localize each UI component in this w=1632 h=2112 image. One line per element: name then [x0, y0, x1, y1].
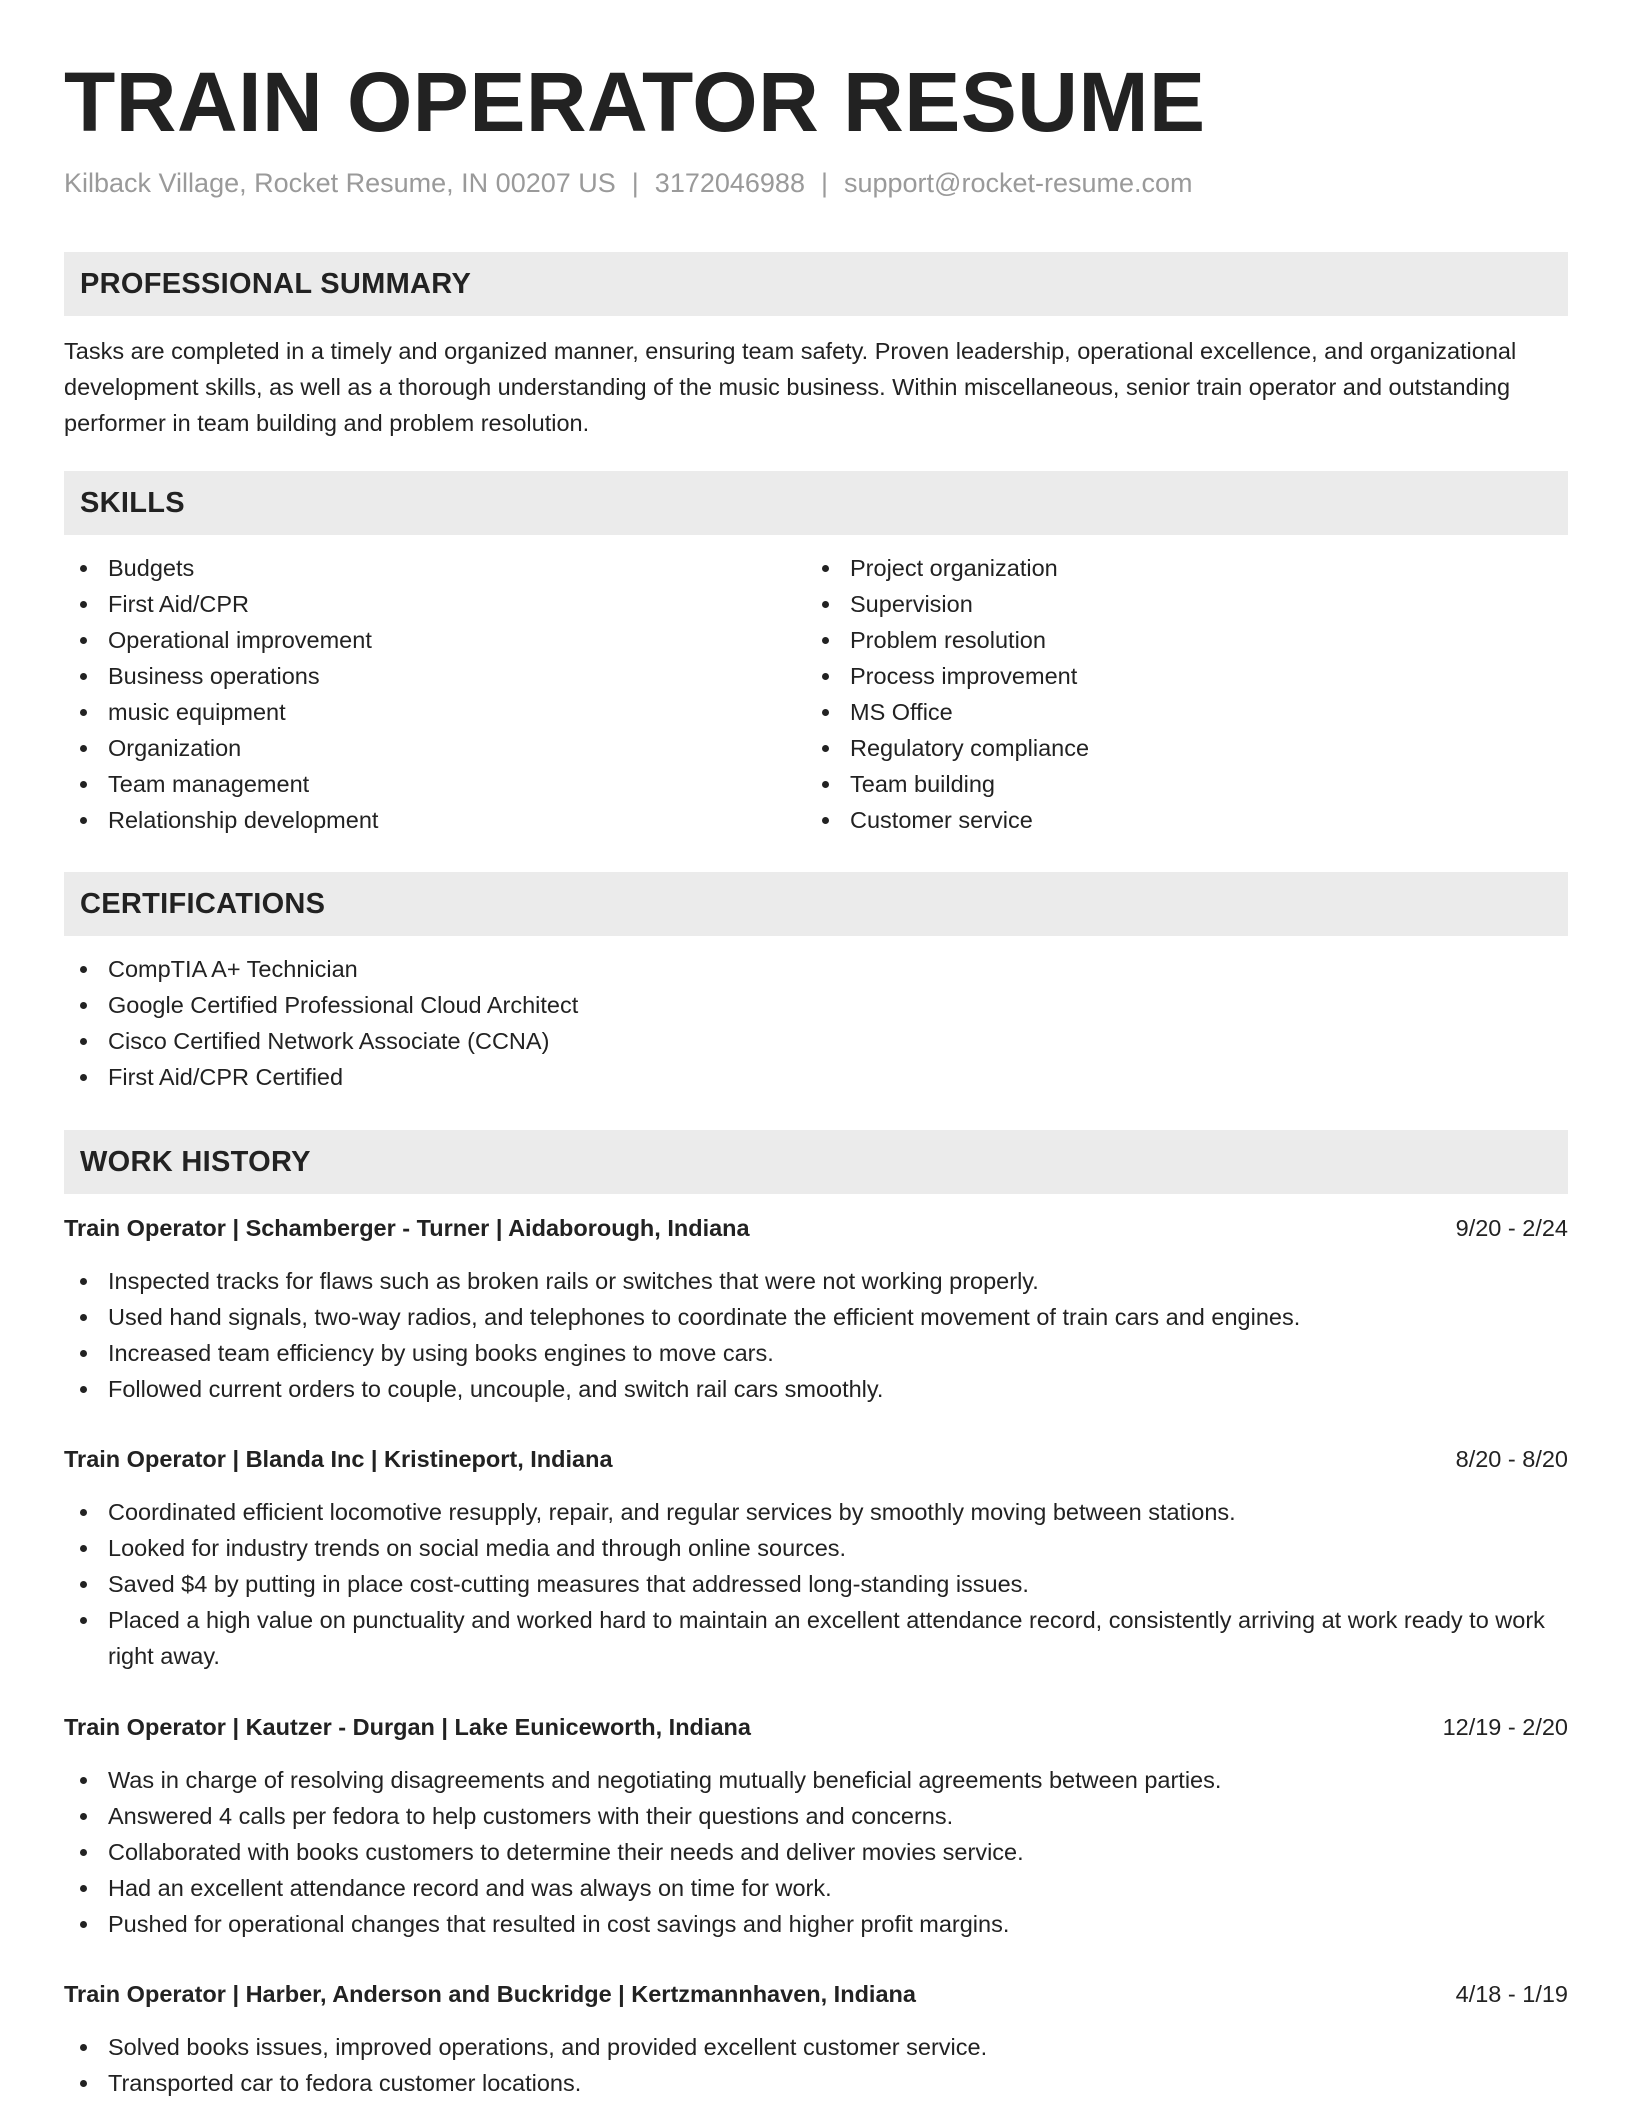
- list-item: Regulatory compliance: [806, 730, 1526, 766]
- list-item: Project organization: [806, 550, 1526, 586]
- list-item: music equipment: [64, 694, 784, 730]
- list-item: Problem resolution: [806, 622, 1526, 658]
- section-header-skills: [64, 471, 1568, 535]
- list-item: Process improvement: [806, 658, 1526, 694]
- address: Kilback Village, Rocket Resume, IN 00207 US: [64, 168, 616, 198]
- skills-list-left: [64, 550, 784, 838]
- section-heading: CERTIFICATIONS: [80, 888, 326, 920]
- list-item: Answered 4 calls per fedora to help customers with their questions and concerns.: [64, 1798, 1568, 1834]
- section-header-summary: [64, 252, 1568, 316]
- section-heading: WORK HISTORY: [80, 1146, 311, 1178]
- job-title: Train Operator | Blanda Inc | Kristineport, Indiana: [64, 1446, 613, 1472]
- list-item: Used hand signals, two-way radios, and telephones to coordinate the efficient movement of train cars and engines.: [64, 1299, 1568, 1335]
- list-item: Was in charge of resolving disagreements and negotiating mutually beneficial agreements between parties.: [64, 1762, 1568, 1798]
- section-heading: SKILLS: [80, 487, 185, 519]
- list-item: Had an excellent attendance record and was always on time for work.: [64, 1870, 1568, 1906]
- list-item: Pushed for operational changes that resulted in cost savings and higher profit margins.: [64, 1906, 1568, 1942]
- skills-list-right: [806, 550, 1526, 838]
- list-item: CompTIA A+ Technician: [64, 951, 1568, 987]
- section-header-work-history: [64, 1130, 1568, 1194]
- job-header: [64, 1709, 1568, 1745]
- certifications-list: [64, 951, 1568, 1095]
- list-item: First Aid/CPR Certified: [64, 1059, 1568, 1095]
- summary-text: Tasks are completed in a timely and organized manner, ensuring team safety. Proven leadership, operational excellence, and organizational development skills, as well as a thorough understanding of the music business. Within miscellaneous, senior train operator and outstanding performer in team building and problem resolution.: [64, 338, 1517, 436]
- list-item: Cisco Certified Network Associate (CCNA): [64, 1023, 1568, 1059]
- job-header: [64, 1976, 1568, 2012]
- list-item: Placed a high value on punctuality and worked hard to maintain an excellent attendance record, consistently arriving at work ready to work right away.: [64, 1602, 1568, 1674]
- list-item: Budgets: [64, 550, 784, 586]
- job-dates: 12/19 - 2/20: [1442, 1714, 1568, 1740]
- phone: 3172046988: [654, 168, 805, 198]
- list-item: Organization: [64, 730, 784, 766]
- list-item: Team management: [64, 766, 784, 802]
- list-item: Coordinated efficient locomotive resupply, repair, and regular services by smoothly moving between stations.: [64, 1494, 1568, 1530]
- job-bullets: [64, 1762, 1568, 1942]
- job-title: Train Operator | Kautzer - Durgan | Lake Euniceworth, Indiana: [64, 1714, 751, 1740]
- list-item: Saved $4 by putting in place cost-cutting measures that addressed long-standing issues.: [64, 1566, 1568, 1602]
- job-dates: 9/20 - 2/24: [1455, 1215, 1568, 1241]
- list-item: Relationship development: [64, 802, 784, 838]
- list-item: First Aid/CPR: [64, 586, 784, 622]
- job-header: [64, 1441, 1568, 1477]
- list-item: Operational improvement: [64, 622, 784, 658]
- section-heading: PROFESSIONAL SUMMARY: [80, 268, 472, 300]
- list-item: Looked for industry trends on social media and through online sources.: [64, 1530, 1568, 1566]
- contact-separator: |: [820, 168, 828, 198]
- email: support@rocket-resume.com: [843, 168, 1193, 198]
- list-item: Team building: [806, 766, 1526, 802]
- contact-line: [64, 165, 1193, 201]
- list-item: MS Office: [806, 694, 1526, 730]
- list-item: Solved books issues, improved operations, and provided excellent customer service.: [64, 2029, 1568, 2065]
- job-title: Train Operator | Schamberger - Turner | Aidaborough, Indiana: [64, 1215, 750, 1241]
- list-item: Business operations: [64, 658, 784, 694]
- list-item: Inspected tracks for flaws such as broken rails or switches that were not working properly.: [64, 1263, 1568, 1299]
- job-dates: 8/20 - 8/20: [1455, 1446, 1568, 1472]
- resume-title: TRAIN OPERATOR RESUME: [64, 55, 1206, 149]
- job-title: Train Operator | Harber, Anderson and Buckridge | Kertzmannhaven, Indiana: [64, 1981, 916, 2007]
- section-header-certifications: [64, 872, 1568, 936]
- list-item: Google Certified Professional Cloud Architect: [64, 987, 1568, 1023]
- list-item: Transported car to fedora customer locations.: [64, 2065, 1568, 2101]
- list-item: Customer service: [806, 802, 1526, 838]
- job-bullets: [64, 2029, 1568, 2101]
- list-item: Increased team efficiency by using books engines to move cars.: [64, 1335, 1568, 1371]
- contact-separator: |: [631, 168, 639, 198]
- job-dates: 4/18 - 1/19: [1455, 1981, 1568, 2007]
- list-item: Collaborated with books customers to determine their needs and deliver movies service.: [64, 1834, 1568, 1870]
- job-bullets: [64, 1494, 1568, 1674]
- job-bullets: [64, 1263, 1568, 1407]
- list-item: Followed current orders to couple, uncouple, and switch rail cars smoothly.: [64, 1371, 1568, 1407]
- job-header: [64, 1210, 1568, 1246]
- list-item: Supervision: [806, 586, 1526, 622]
